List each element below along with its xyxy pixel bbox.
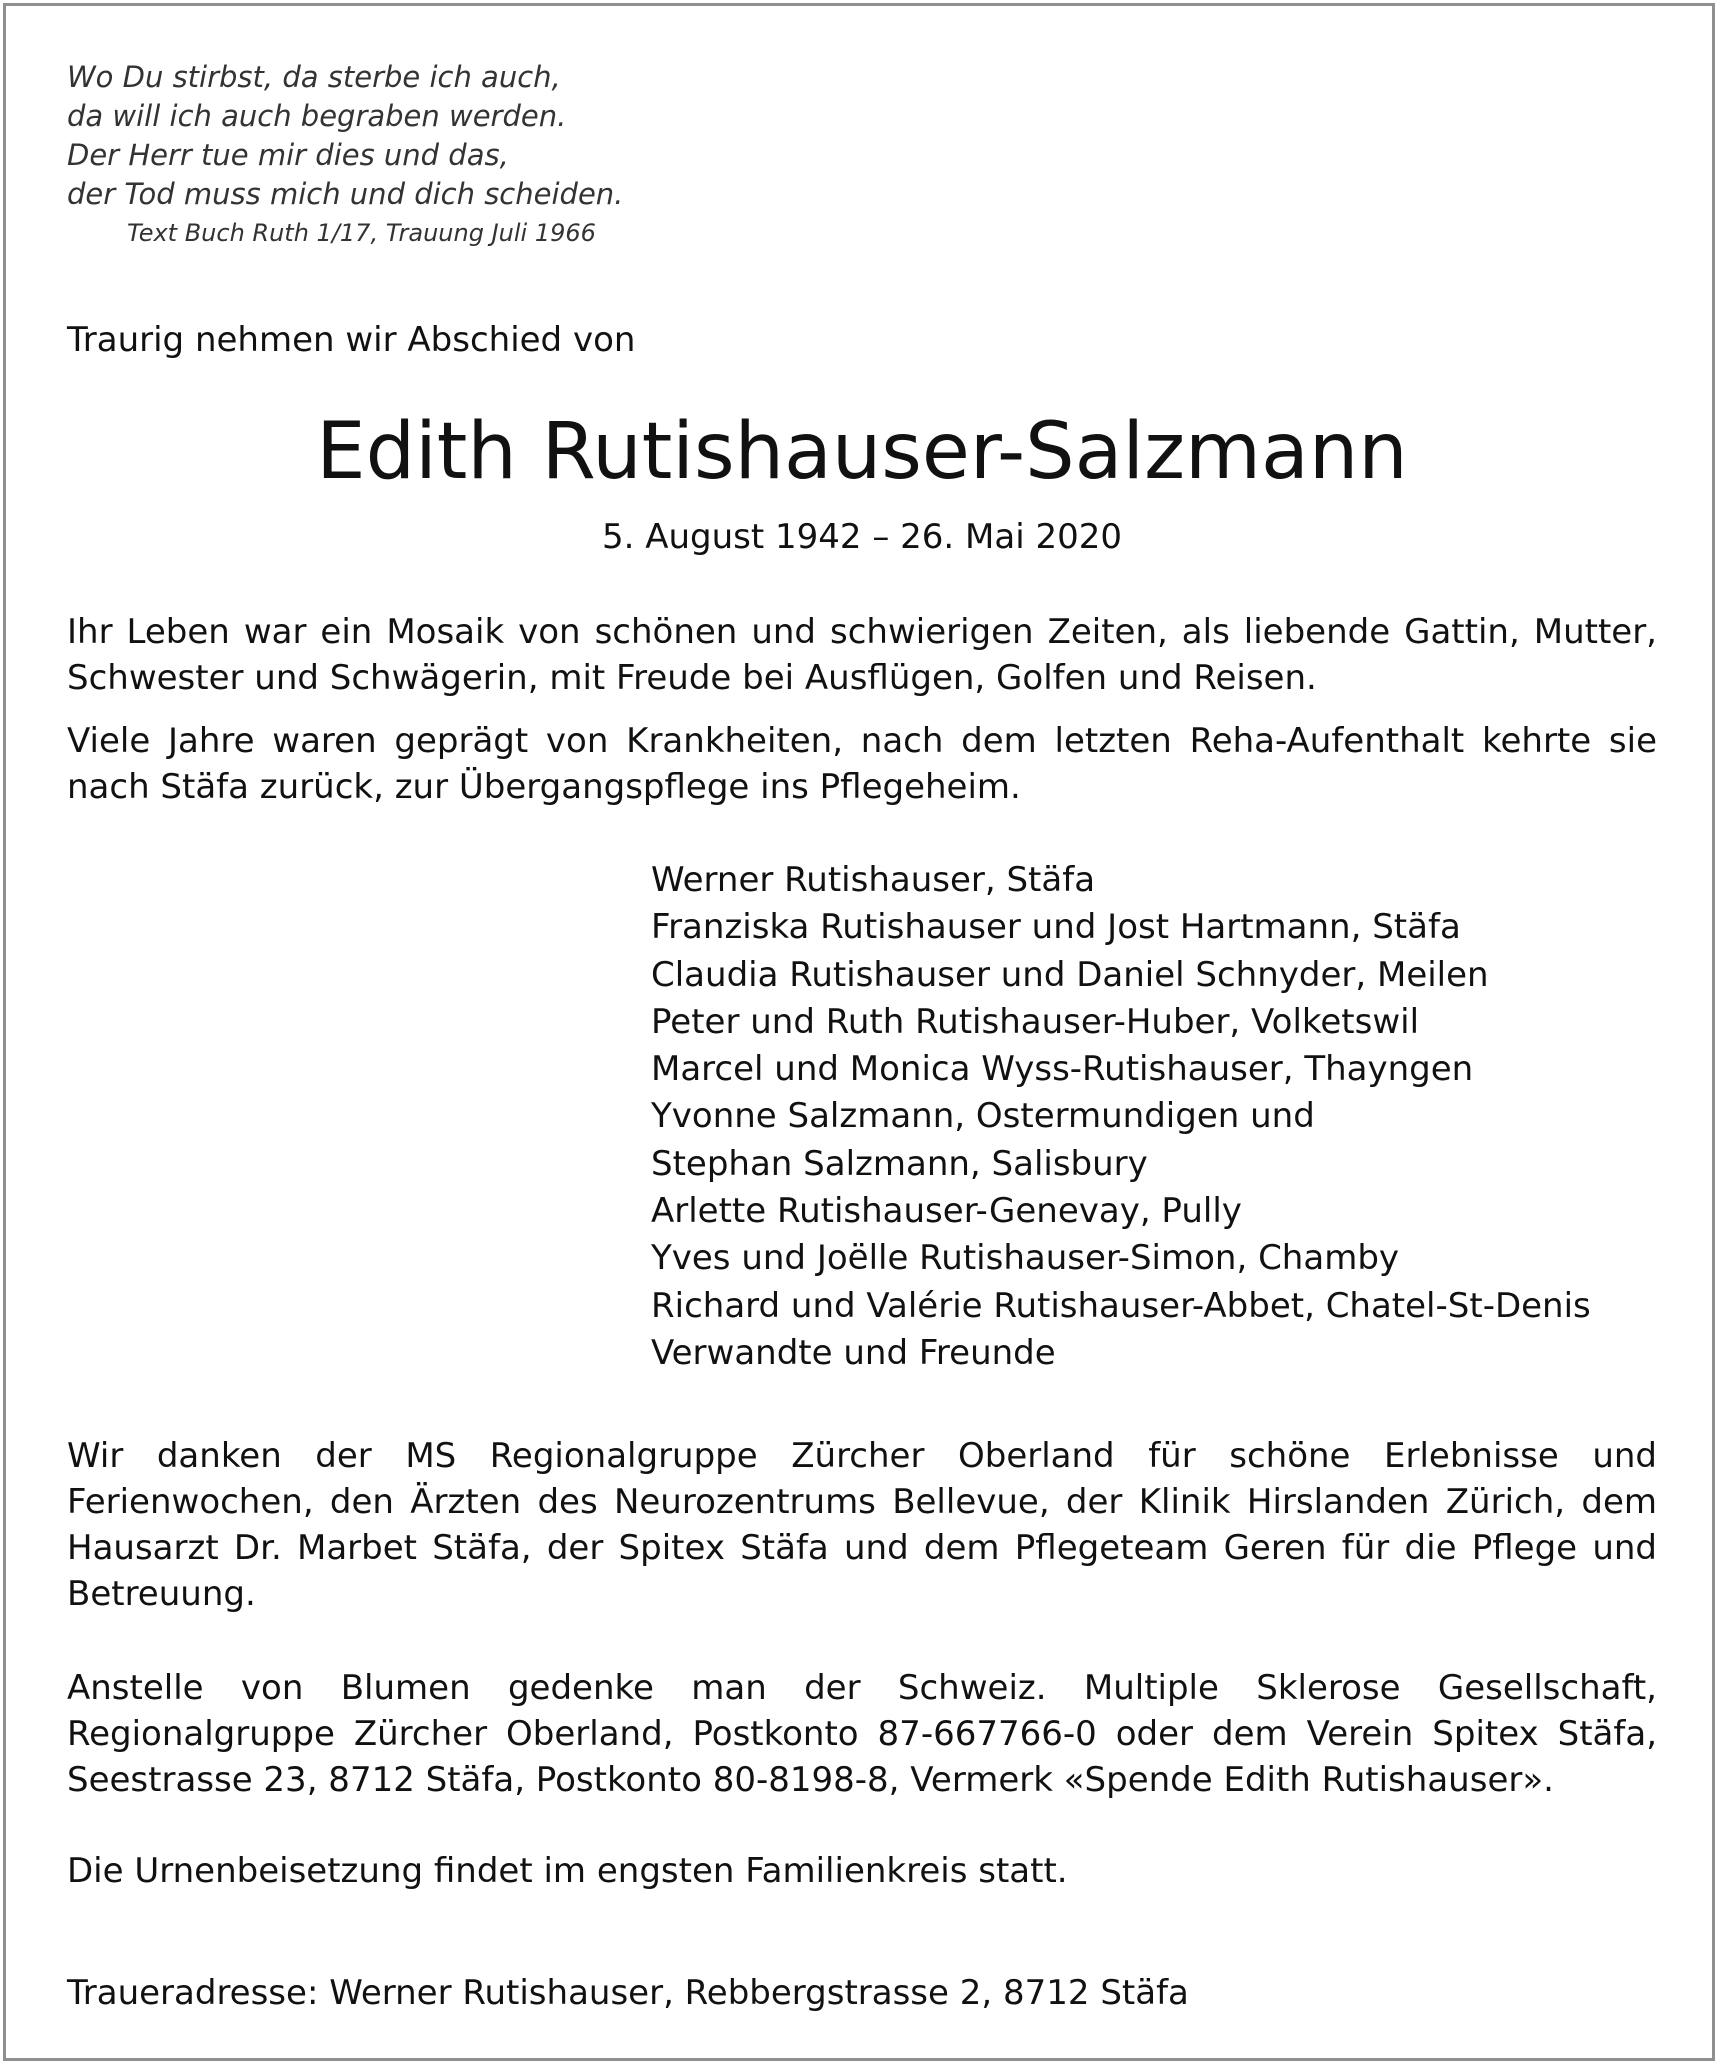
life-paragraph — [67, 609, 1657, 701]
quote-source: Text Buch Ruth 1/17, Trauung Juli 1966 — [127, 219, 596, 247]
intro-text: Traurig nehmen wir Abschied von — [67, 320, 636, 360]
donation-paragraph-text: Anstelle von Blumen gedenke man der Schweiz. Multiple Sklerose Gesellschaft, Regionalgruppe Zürcher Oberland, Postkonto 87-667766-0 oder dem Verein Spitex Stäfa, Seestrasse 23, 8712 Stäfa, Postkonto 80-8198-8, Vermerk «Spende Edith Rutishauser». — [67, 1668, 1657, 1800]
family-member: Richard und Valérie Rutishauser-Abbet, Chatel-St-Denis — [651, 1285, 1591, 1326]
family-member: Claudia Rutishauser und Daniel Schnyder, Meilen — [651, 954, 1489, 995]
family-member: Stephan Salzmann, Salisbury — [651, 1143, 1148, 1184]
deceased-name: Edith Rutishauser-Salzmann — [316, 407, 1408, 497]
family-member: Yvonne Salzmann, Ostermundigen und — [651, 1096, 1315, 1137]
donation-paragraph — [67, 1665, 1657, 1803]
family-member: Franziska Rutishauser und Jost Hartmann, Stäfa — [651, 907, 1461, 948]
thanks-paragraph-text: Wir danken der MS Regionalgruppe Zürcher Oberland für schöne Erlebnisse und Ferienwochen, den Ärzten des Neurozentrums Bellevue, der Klinik Hirslanden Zürich, dem Hausarzt Dr. Marbet Stäfa, der Spitex Stäfa und dem Pflegeteam Geren für die Pflege und Betreuung. — [67, 1436, 1657, 1614]
quote-line: Der Herr tue mir dies und das, — [67, 138, 509, 172]
family-member: Yves und Joëlle Rutishauser-Simon, Chamby — [651, 1238, 1400, 1279]
illness-paragraph — [67, 718, 1657, 810]
family-member: Verwandte und Freunde — [651, 1332, 1056, 1373]
bible-quote — [67, 58, 623, 250]
quote-line: der Tod muss mich und dich scheiden. — [67, 177, 624, 211]
mourning-address: Traueradresse: Werner Rutishauser, Rebbergstrasse 2, 8712 Stäfa — [67, 1973, 1189, 2013]
family-member: Marcel und Monica Wyss-Rutishauser, Thayngen — [651, 1049, 1474, 1090]
family-list — [651, 857, 1591, 1377]
life-dates: 5. August 1942 – 26. Mai 2020 — [601, 517, 1122, 557]
burial-note: Die Urnenbeisetzung findet im engsten Familienkreis statt. — [67, 1851, 1068, 1891]
thanks-paragraph — [67, 1433, 1657, 1617]
quote-line: Wo Du stirbst, da sterbe ich auch, — [67, 60, 561, 94]
family-member: Arlette Rutishauser-Genevay, Pully — [651, 1191, 1242, 1232]
family-member: Werner Rutishauser, Stäfa — [651, 860, 1096, 900]
quote-line: da will ich auch begraben werden. — [67, 99, 567, 133]
life-paragraph-text: Ihr Leben war ein Mosaik von schönen und schwierigen Zeiten, als liebende Gattin, Mutter, Schwester und Schwägerin, mit Freude bei Ausflügen, Golfen und Reisen. — [67, 612, 1657, 698]
illness-paragraph-text: Viele Jahre waren geprägt von Krankheiten, nach dem letzten Reha-Aufenthalt kehrte sie nach Stäfa zurück, zur Übergangspflege ins Pflegeheim. — [67, 721, 1657, 807]
family-member: Peter und Ruth Rutishauser-Huber, Volketswil — [651, 1001, 1420, 1042]
